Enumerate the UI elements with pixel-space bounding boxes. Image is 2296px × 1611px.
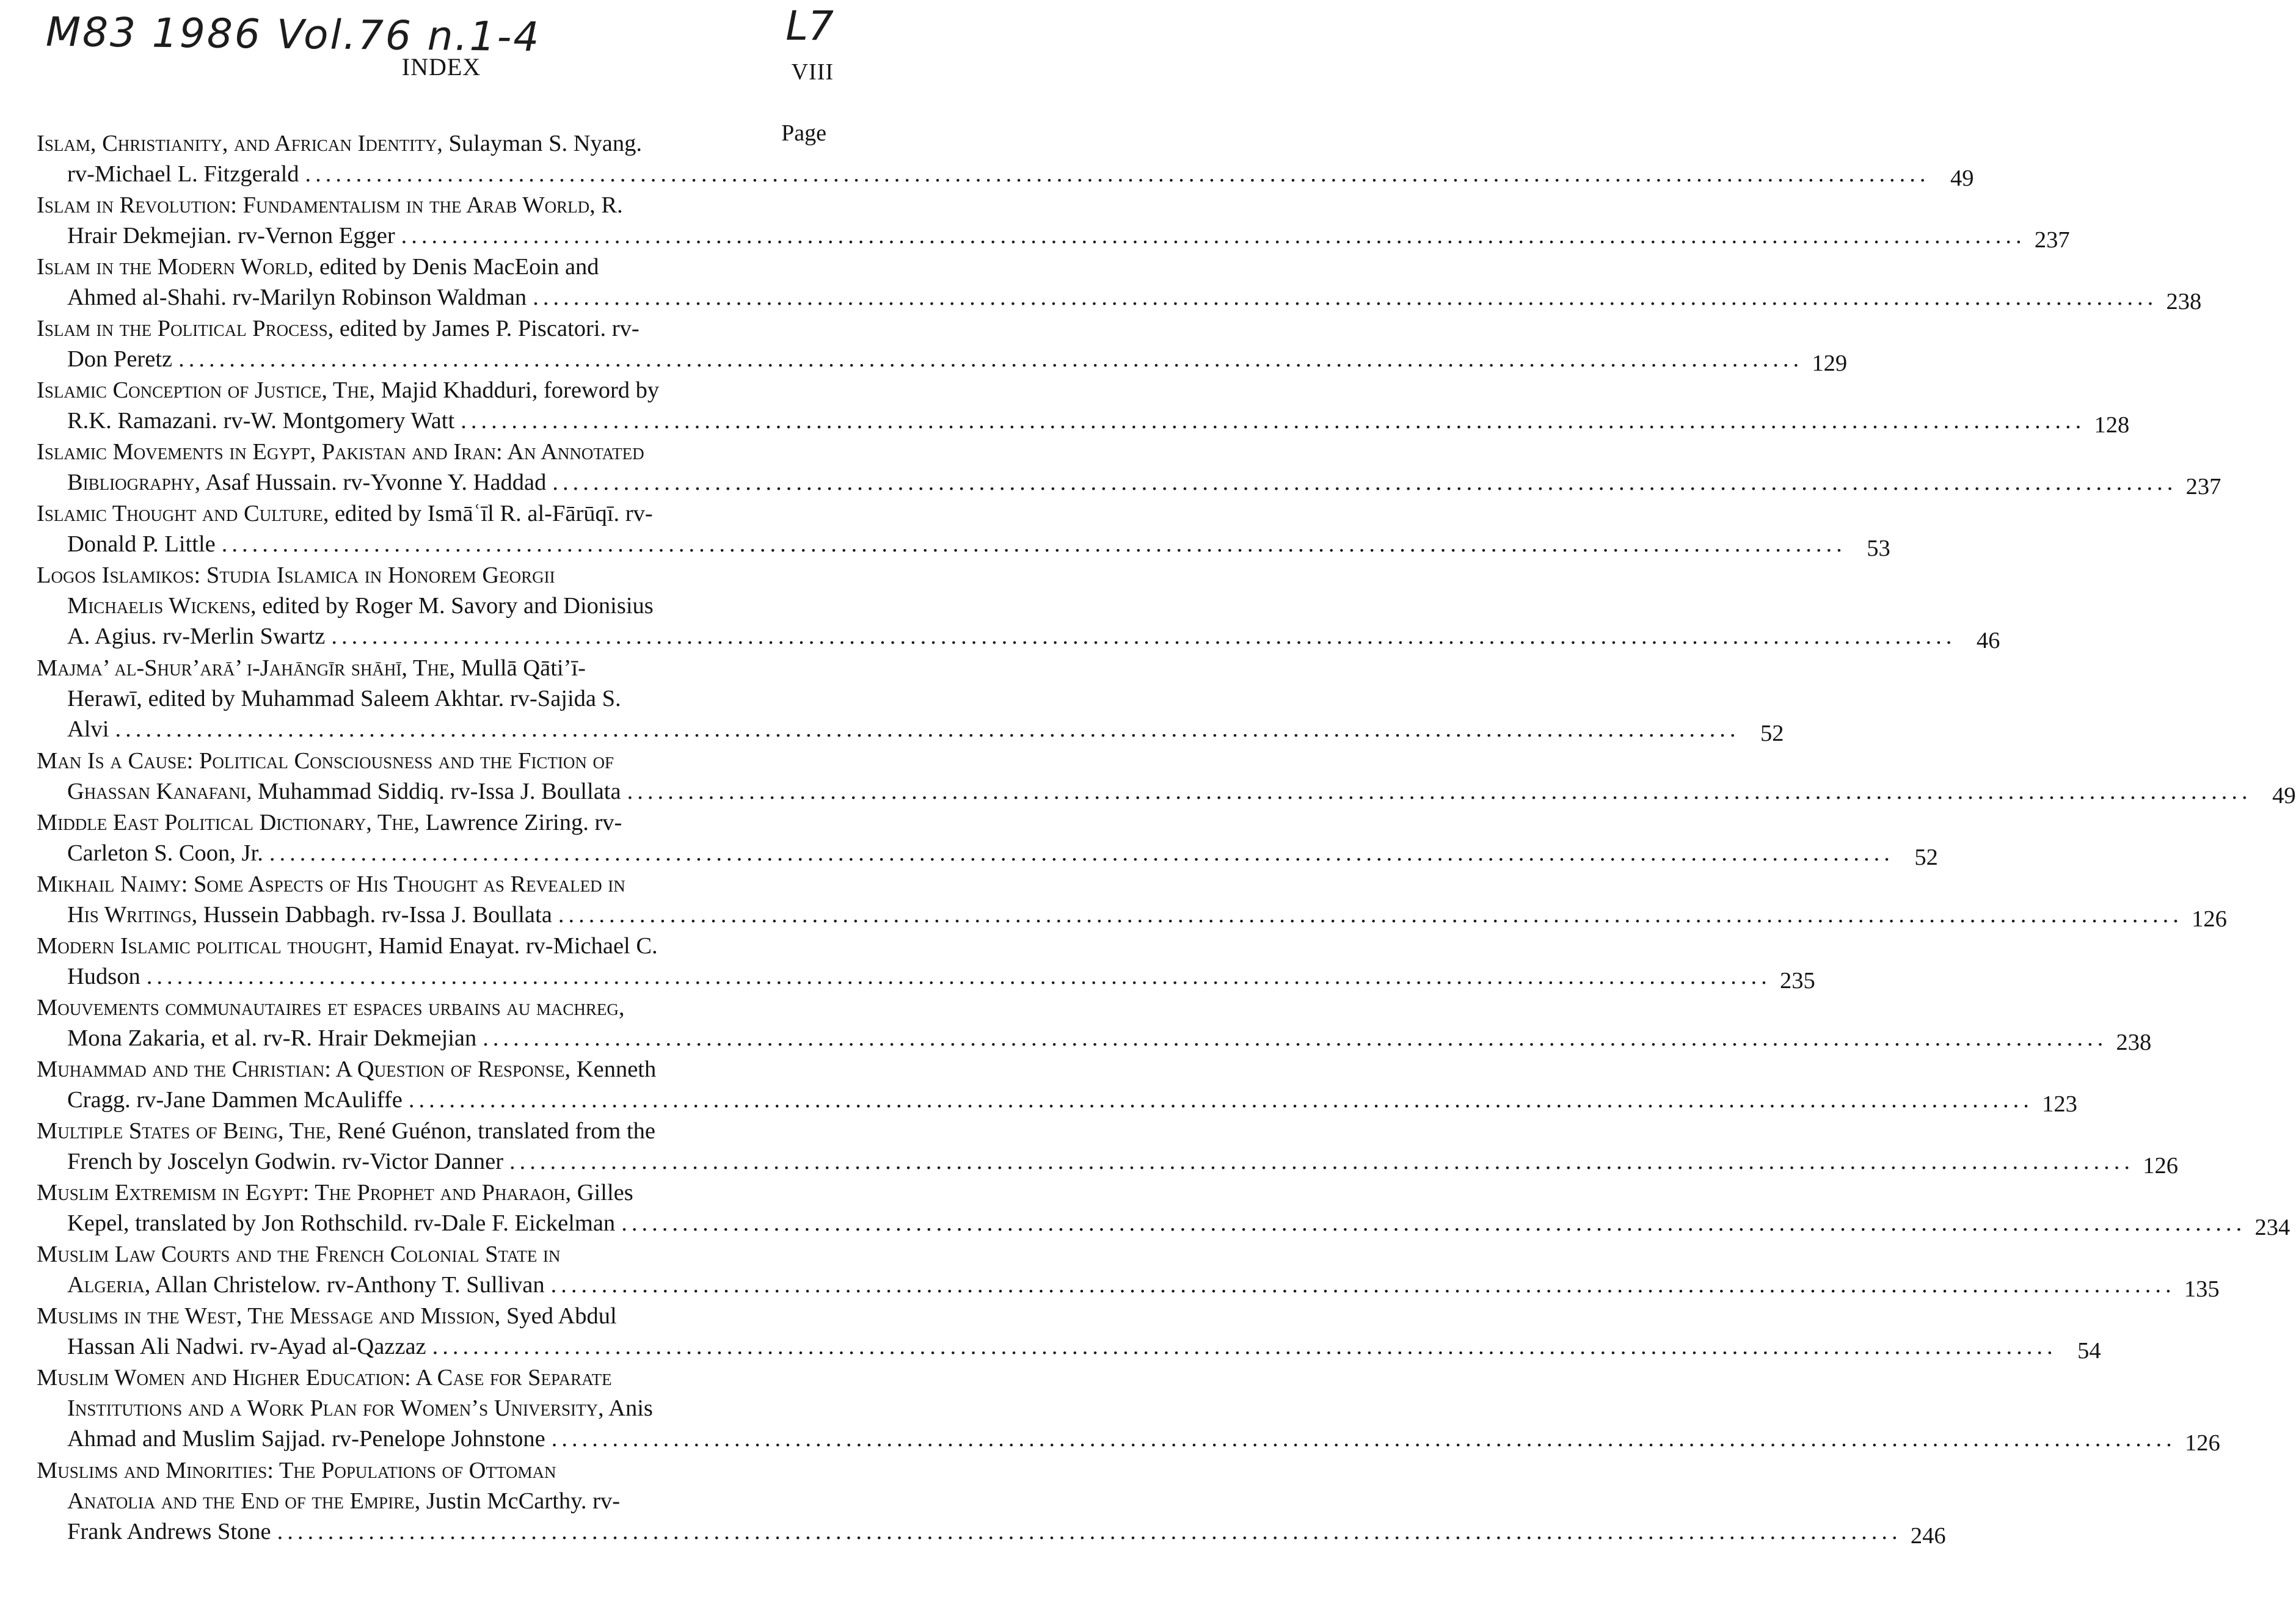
entry-heading-line <box>37 1054 797 1085</box>
entry-author-text: Majid Khadduri, foreword by <box>375 377 660 403</box>
dot-leader: ................................................................................................................................................................ <box>621 1210 2247 1236</box>
entry-reviewer-line <box>37 1085 2077 1117</box>
dot-leader: ................................................................................................................................................................ <box>483 1025 2108 1051</box>
entry-heading-line <box>37 437 797 467</box>
handwritten-call-number: M83 1986 Vol.76 n.1-4 <box>45 8 541 61</box>
entry-reviewer-text <box>67 1023 476 1053</box>
entry-heading-line <box>37 931 797 961</box>
index-entry <box>37 1116 2179 1179</box>
dot-leader: ................................................................................................................................................................ <box>221 531 1846 557</box>
index-entry <box>37 653 1784 746</box>
entry-reviewer: Hudson <box>67 964 140 989</box>
entry-reviewer-text <box>67 1208 615 1238</box>
entry-title: Multiple States of Being, The, <box>37 1118 332 1144</box>
entry-title: Muslims in the West, The Message and Mission, <box>37 1303 501 1329</box>
entry-author-text: Herawī, edited by Muhammad Saleem Akhtar. rv-Sajida S. <box>67 686 621 711</box>
entry-reviewer-line <box>37 621 2000 653</box>
entry-title: Muhammad and the Christian: A Question of Response, <box>37 1056 571 1082</box>
entry-reviewer-text <box>67 344 172 374</box>
index-entry <box>37 375 2130 438</box>
index-entry <box>37 1177 2291 1240</box>
index-entry <box>37 437 2221 500</box>
entry-reviewer-text <box>67 714 109 744</box>
entry-title: Islam, Christianity, and African Identity, <box>37 131 443 156</box>
page-folio: VIII <box>791 59 834 85</box>
entry-reviewer: Ahmed al-Shahi. rv-Marilyn Robinson Waldman <box>67 285 527 310</box>
entry-title: Islam in the Modern World, <box>37 254 314 280</box>
entry-author-text: edited by Denis MacEoin and <box>313 254 599 280</box>
entry-reviewer-text <box>67 1516 271 1547</box>
entry-reviewer-text <box>67 467 546 498</box>
entry-title-continued: Institutions and a Work Plan for Women’s University, <box>67 1395 604 1421</box>
entry-reviewer: A. Agius. rv-Merlin Swartz <box>67 624 326 649</box>
entry-reviewer-line <box>37 220 2070 253</box>
entry-page-number: 123 <box>2042 1091 2077 1117</box>
entry-page-number: 126 <box>2143 1153 2179 1179</box>
index-entry <box>37 931 1815 994</box>
entry-reviewer-line <box>37 467 2221 500</box>
entry-reviewer: Frank Andrews Stone <box>67 1519 271 1544</box>
entry-reviewer: Kepel, translated by Jon Rothschild. rv-Dale F. Eickelman <box>67 1210 616 1236</box>
entry-page-number: 238 <box>2166 289 2202 315</box>
entry-heading-line <box>37 1455 797 1486</box>
dot-leader: ................................................................................................................................................................ <box>552 470 2178 495</box>
entry-reviewer-text <box>67 405 454 436</box>
entry-title: Islamic Movements in Egypt, Pakistan and Iran: An Annotated <box>37 439 644 465</box>
entry-heading-line <box>37 992 797 1023</box>
index-entry <box>37 1054 2077 1117</box>
entry-reviewer-line <box>37 1023 2152 1055</box>
entry-reviewer: R.K. Ramazani. rv-W. Montgomery Watt <box>67 408 455 434</box>
entry-heading-line <box>37 869 797 900</box>
entry-title-continued: Ghassan Kanafani, <box>67 779 252 804</box>
index-entry <box>37 560 2000 653</box>
entry-title: Muslim Extremism in Egypt: The Prophet and Pharaoh, <box>37 1180 572 1206</box>
dot-leader: ................................................................................................................................................................ <box>115 716 1740 742</box>
entry-page-number: 54 <box>2077 1338 2101 1364</box>
entry-reviewer-line <box>37 714 1784 746</box>
entry-page-number: 46 <box>1976 628 2000 653</box>
entry-reviewer: French by Joscelyn Godwin. rv-Victor Danner <box>67 1149 504 1174</box>
entry-heading-line <box>37 252 797 282</box>
entry-author-text: Mullā Qāti’ī- <box>455 655 586 681</box>
entry-title: Islamic Thought and Culture, <box>37 501 329 526</box>
index-entry <box>37 1301 2101 1364</box>
entry-heading-line <box>37 746 797 776</box>
entry-author-text: Justin McCarthy. rv- <box>420 1488 621 1514</box>
entry-heading-line <box>37 653 797 683</box>
page-title: INDEX <box>401 53 481 81</box>
entry-page-number: 235 <box>1780 968 1815 994</box>
entry-page-number: 234 <box>2254 1215 2291 1240</box>
entry-reviewer-text <box>67 529 216 559</box>
index-entry <box>37 498 1890 561</box>
entry-title-continued: His Writings, <box>67 902 198 928</box>
entry-title: Muslim Women and Higher Education: A Case for Separate <box>37 1365 612 1391</box>
entry-author-text: edited by Roger M. Savory and Dionisius <box>256 593 654 619</box>
entry-reviewer: Hrair Dekmejian. rv-Vernon Egger <box>67 223 395 249</box>
entry-author-text: edited by James P. Piscatori. rv- <box>333 316 640 341</box>
entry-reviewer-text <box>67 1146 503 1177</box>
dot-leader: ................................................................................................................................................................ <box>550 1272 2176 1298</box>
entry-title: Muslim Law Courts and the French Colonial State in <box>37 1242 561 1267</box>
entry-continuation-line <box>37 591 797 621</box>
entry-reviewer-line <box>37 405 2130 438</box>
entry-author-text: René Guénon, translated from the <box>331 1118 655 1144</box>
entry-page-number: 126 <box>2184 1430 2220 1456</box>
entry-heading-line <box>37 128 797 159</box>
entry-reviewer: Allan Christelow. rv-Anthony T. Sullivan <box>150 1272 545 1298</box>
entry-title: Islamic Conception of Justice, The, <box>37 377 376 403</box>
entry-reviewer-line <box>37 1146 2179 1179</box>
entry-reviewer: Don Peretz <box>67 346 173 372</box>
entry-reviewer-text <box>67 838 263 868</box>
entry-reviewer-text <box>67 1270 545 1300</box>
index-entry <box>37 313 1848 376</box>
entry-author-text: edited by Ismāʿīl R. al-Fārūqī. rv- <box>329 501 653 526</box>
index-entry <box>37 869 2227 932</box>
entry-page-number: 49 <box>2272 783 2296 809</box>
entry-title: Muslims and Minorities: The Populations of Ottoman <box>37 1458 556 1483</box>
index-entry <box>37 807 1938 870</box>
dot-leader: ................................................................................................................................................................ <box>408 1087 2033 1113</box>
dot-leader: ................................................................................................................................................................ <box>551 1426 2176 1452</box>
dot-leader: ................................................................................................................................................................ <box>627 779 2252 804</box>
entry-title: Man Is a Cause: Political Consciousness and the Fiction of <box>37 748 614 774</box>
entry-reviewer-line <box>37 1331 2101 1364</box>
dot-leader: ................................................................................................................................................................ <box>461 408 2086 434</box>
entry-page-number: 237 <box>2185 474 2221 500</box>
entry-title: Islam in the Political Process, <box>37 316 334 341</box>
entry-reviewer-line <box>37 344 1848 376</box>
index-entry <box>37 252 2202 315</box>
entry-reviewer: Asaf Hussain. rv-Yvonne Y. Haddad <box>200 470 547 495</box>
entry-heading-line <box>37 807 797 838</box>
entry-reviewer-line <box>37 776 2296 809</box>
entry-reviewer-text <box>67 961 140 992</box>
index-entry <box>37 1455 1946 1549</box>
entry-reviewer-line <box>37 961 1815 994</box>
entry-author-text: Gilles <box>571 1180 633 1206</box>
entry-page-number: 238 <box>2116 1030 2152 1055</box>
entry-reviewer: Donald P. Little <box>67 531 216 557</box>
entry-heading-line <box>37 1177 797 1208</box>
entry-author-text: Sulayman S. Nyang. <box>442 131 643 156</box>
entry-reviewer-text <box>67 282 527 313</box>
entry-author-text: Lawrence Ziring. rv- <box>419 810 622 835</box>
entry-continuation-line <box>37 1486 797 1516</box>
entry-reviewer-line <box>37 529 1890 561</box>
entry-reviewer: Mona Zakaria, et al. rv-R. Hrair Dekmejian <box>67 1025 477 1051</box>
entry-heading-line <box>37 375 797 405</box>
entry-title-continued: Algeria, <box>67 1272 151 1298</box>
entry-reviewer: Muhammad Siddiq. rv-Issa J. Boullata <box>252 779 621 804</box>
entry-author-text: Hamid Enayat. rv-Michael C. <box>373 933 658 959</box>
entry-reviewer-text <box>67 1085 403 1115</box>
entry-reviewer: Ahmad and Muslim Sajjad. rv-Penelope Johnstone <box>67 1426 545 1452</box>
page-column-label: Page <box>781 120 826 146</box>
entry-page-number: 128 <box>2094 412 2130 438</box>
entry-reviewer-text <box>67 1331 426 1362</box>
entry-title: Majma’ al-Shur’arā’ i-Jahāngīr shāhī, The, <box>37 655 456 681</box>
entry-reviewer-text <box>67 1424 545 1454</box>
entry-continuation-line <box>37 683 797 714</box>
entry-reviewer: Carleton S. Coon, Jr. <box>67 840 263 866</box>
entry-heading-line <box>37 1301 797 1331</box>
entry-title-continued: Anatolia and the End of the Empire, <box>67 1488 421 1514</box>
entry-page-number: 129 <box>1812 351 1848 376</box>
entry-page-number: 52 <box>1914 845 1938 870</box>
entry-title: Logos Islamikos: Studia Islamica in Honorem Georgii <box>37 562 555 588</box>
entry-reviewer-line <box>37 1516 1946 1549</box>
entry-page-number: 52 <box>1760 721 1784 746</box>
entry-author-text: Kenneth <box>570 1056 657 1082</box>
entry-reviewer: Hassan Ali Nadwi. rv-Ayad al-Qazzaz <box>67 1334 426 1359</box>
dot-leader: ................................................................................................................................................................ <box>277 1519 1902 1544</box>
entry-title-continued: Michaelis Wickens, <box>67 593 257 619</box>
entry-reviewer: Cragg. rv-Jane Dammen McAuliffe <box>67 1087 403 1113</box>
entry-author-text: R. <box>595 192 623 218</box>
entry-title: Mikhail Naimy: Some Aspects of His Thought as Revealed in <box>37 871 625 897</box>
entry-reviewer: Hussein Dabbagh. rv-Issa J. Boullata <box>197 902 552 928</box>
entry-reviewer-line <box>37 159 1974 191</box>
entry-page-number: 53 <box>1867 536 1890 561</box>
entry-page-number: 246 <box>1910 1523 1946 1549</box>
entry-title: Mouvements communautaires et espaces urbains au machreg, <box>37 995 625 1020</box>
entry-reviewer-text <box>67 159 299 189</box>
index-entry <box>37 1239 2220 1302</box>
entry-reviewer-line <box>37 1270 2220 1302</box>
entry-page-number: 49 <box>1950 165 1974 191</box>
entry-page-number: 126 <box>2192 906 2227 932</box>
index-entry <box>37 190 2070 253</box>
index-entry <box>37 746 2296 809</box>
entry-reviewer-text <box>67 900 552 930</box>
entry-heading-line <box>37 313 797 344</box>
entry-reviewer-text <box>67 776 621 807</box>
entry-reviewer-line <box>37 282 2202 315</box>
handwritten-shelf-mark: L7 <box>785 2 834 49</box>
entry-reviewer-text <box>67 220 395 251</box>
entry-heading-line <box>37 1116 797 1146</box>
entry-author-text: Syed Abdul <box>500 1303 617 1329</box>
entry-reviewer-line <box>37 838 1938 870</box>
index-entry <box>37 1362 2220 1456</box>
entry-reviewer: Alvi <box>67 716 109 742</box>
entry-reviewer-line <box>37 900 2227 932</box>
entry-reviewer-line <box>37 1424 2220 1456</box>
entry-heading-line <box>37 1239 797 1270</box>
entry-heading-line <box>37 1362 797 1393</box>
dot-leader: ................................................................................................................................................................ <box>146 964 1771 989</box>
dot-leader: ................................................................................................................................................................ <box>305 161 1930 187</box>
dot-leader: ................................................................................................................................................................ <box>432 1334 2057 1359</box>
entry-reviewer-line <box>37 1208 2291 1240</box>
entry-author-text: Anis <box>603 1395 653 1421</box>
entry-heading-line <box>37 190 797 220</box>
entry-title: Modern Islamic political thought, <box>37 933 373 959</box>
dot-leader: ................................................................................................................................................................ <box>509 1149 2135 1174</box>
entry-title-continued: Bibliography, <box>67 470 201 495</box>
entry-reviewer-text <box>67 621 325 652</box>
entry-heading-line <box>37 498 797 529</box>
entry-heading-line <box>37 560 797 591</box>
dot-leader: ................................................................................................................................................................ <box>558 902 2183 928</box>
entry-title: Islam in Revolution: Fundamentalism in the Arab World, <box>37 192 596 218</box>
dot-leader: ................................................................................................................................................................ <box>178 346 1804 372</box>
entry-page-number: 135 <box>2184 1276 2220 1302</box>
index-entry <box>37 992 2152 1055</box>
entry-title: Middle East Political Dictionary, The, <box>37 810 420 835</box>
dot-leader: ................................................................................................................................................................ <box>269 840 1894 866</box>
dot-leader: ................................................................................................................................................................ <box>401 223 2026 249</box>
dot-leader: ................................................................................................................................................................ <box>331 624 1956 649</box>
entry-page-number: 237 <box>2034 227 2070 253</box>
entry-reviewer: rv-Michael L. Fitzgerald <box>67 161 299 187</box>
entry-continuation-line <box>37 1393 797 1424</box>
dot-leader: ................................................................................................................................................................ <box>533 285 2158 310</box>
